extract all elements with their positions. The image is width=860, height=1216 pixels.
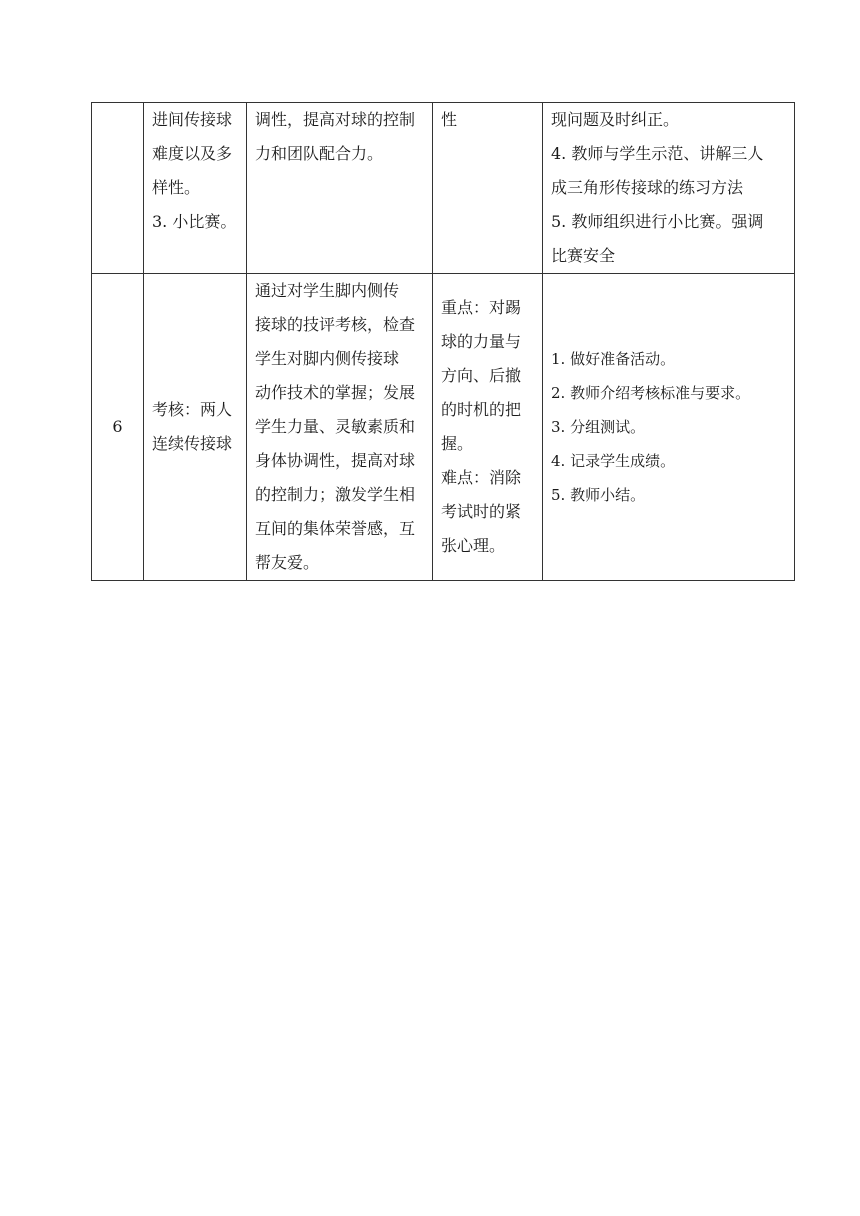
cell-line: 比赛安全 [551, 246, 616, 265]
cell-line: 2. 教师介绍考核标准与要求。 [551, 384, 751, 402]
cell-line: 调性，提高对球的控制 [255, 110, 416, 129]
cell-line: 连续传接球 [152, 434, 233, 453]
row-index [92, 103, 144, 274]
cell-line: 进间传接球 [152, 110, 233, 129]
cell-line: 互间的集体荣誉感，互 [255, 519, 416, 538]
table-row [92, 103, 795, 274]
cell-line: 难点：消除 [441, 468, 522, 487]
cell-line: 帮友爱。 [255, 553, 320, 572]
cell-line: 方向、后撤 [441, 366, 522, 385]
cell-line: 性 [441, 110, 458, 129]
cell-line: 样性。 [152, 178, 201, 197]
procedure-cell [543, 103, 795, 274]
cell-line: 考试时的紧 [441, 502, 522, 521]
cell-line: 考核：两人 [152, 400, 233, 419]
table-row [92, 274, 795, 581]
cell-line: 3. 分组测试。 [551, 418, 646, 436]
cell-line: 的时机的把 [441, 400, 522, 419]
cell-line: 4. 记录学生成绩。 [551, 452, 676, 470]
lesson-plan-table [91, 102, 795, 581]
cell-line: 成三角形传接球的练习方法 [551, 178, 744, 197]
objectives-cell [247, 274, 433, 581]
objectives-cell [247, 103, 433, 274]
cell-line: 5. 教师小结。 [551, 486, 646, 504]
cell-line: 的控制力；激发学生相 [255, 485, 416, 504]
cell-line: 1. 做好准备活动。 [551, 350, 676, 368]
content-cell [144, 274, 247, 581]
cell-line: 张心理。 [441, 536, 506, 555]
key-points-cell [433, 274, 543, 581]
key-points-cell [433, 103, 543, 274]
cell-line: 重点：对踢 [441, 298, 522, 317]
cell-line: 难度以及多 [152, 144, 233, 163]
cell-line: 学生力量、灵敏素质和 [255, 417, 416, 436]
cell-line: 球的力量与 [441, 332, 522, 351]
cell-line: 身体协调性，提高对球 [255, 451, 416, 470]
cell-line: 握。 [441, 434, 474, 453]
cell-line: 5. 教师组织进行小比赛。强调 [551, 212, 764, 231]
content-cell [144, 103, 247, 274]
row-index: 6 [92, 274, 144, 581]
cell-line: 通过对学生脚内侧传 [255, 281, 400, 300]
cell-line: 学生对脚内侧传接球 [255, 349, 400, 368]
cell-line: 4. 教师与学生示范、讲解三人 [551, 144, 764, 163]
cell-line: 动作技术的掌握；发展 [255, 383, 416, 402]
cell-line: 接球的技评考核，检查 [255, 315, 416, 334]
cell-line: 现问题及时纠正。 [551, 110, 680, 129]
cell-line: 力和团队配合力。 [255, 144, 384, 163]
cell-line: 3. 小比赛。 [152, 212, 237, 231]
procedure-cell [543, 274, 795, 581]
